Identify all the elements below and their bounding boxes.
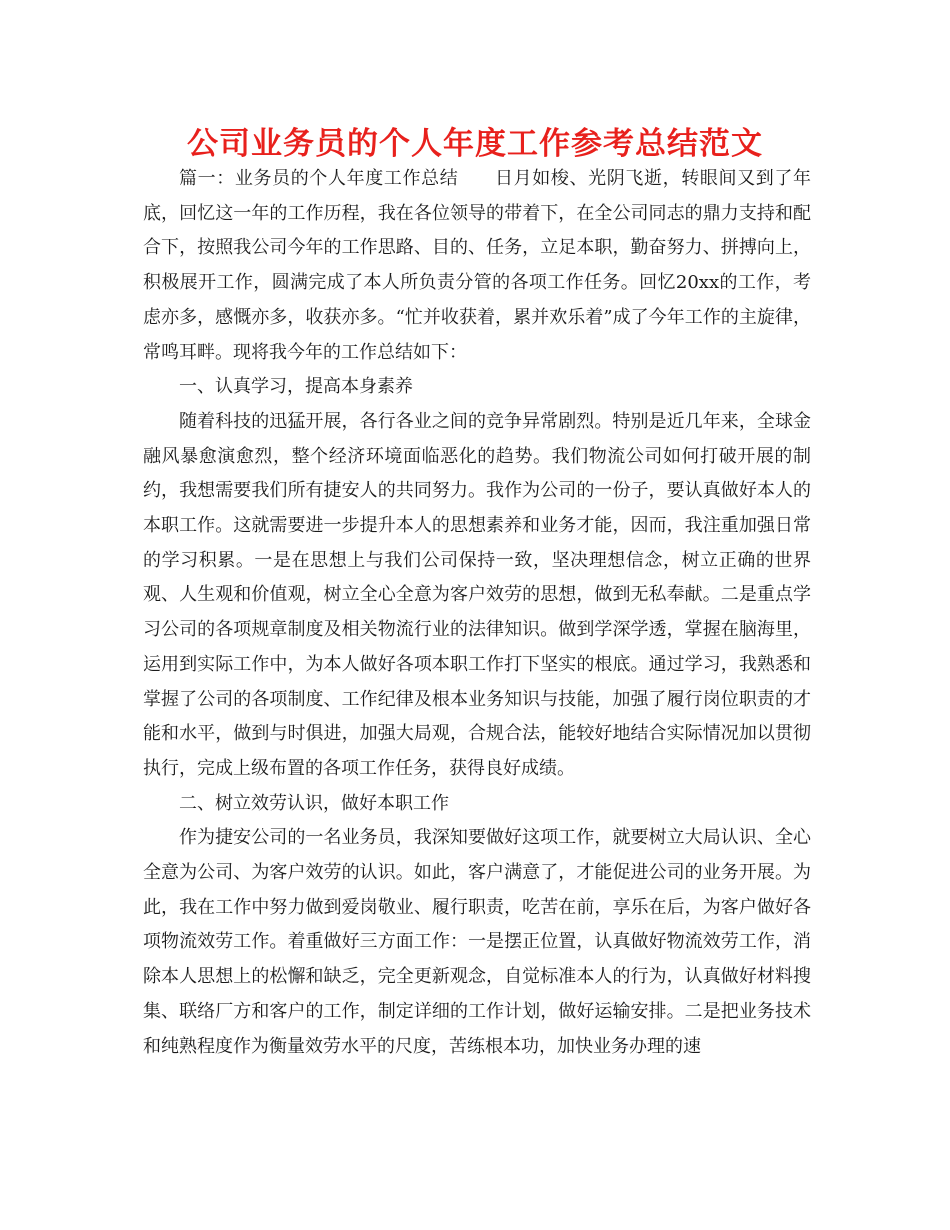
paragraph-intro-text: 日月如梭、光阴飞逝，转眼间又到了年底，回忆这一年的工作历程，我在各位领导的带着下，在全公司同志的鼎力支持和配合下，按照我公司今年的工作思路、目的、任务，立足本职，勤奋努力、拼搏向上，积极展开工作，圆满完成了本人所负责分管的各项工作任务。回忆20xx的工作，考虑亦多，感慨亦多，收获亦多。“忙并收获着，累并欢乐着”成了今年工作的主旋律，常鸣耳畔。现将我今年的工作总结如下： — [143, 168, 811, 363]
document-title: 公司业务员的个人年度工作参考总结范文 — [187, 126, 763, 162]
paragraph-service: 作为捷安公司的一名业务员，我深知要做好这项工作，就要树立大局认识、全心全意为公司、为客户效劳的认识。如此，客户满意了，才能促进公司的业务开展。为此，我在工作中努力做到爱岗敬业、履行职责，吃苦在前，享乐在后，为客户做好各项物流效劳工作。着重做好三方面工作：一是摆正位置，认真做好物流效劳工作，消除本人思想上的松懈和缺乏，完全更新观念，自觉标准本人的行为，认真做好材料搜集、联络厂方和客户的工作，制定详细的工作计划，做好运输安排。二是把业务技术和纯熟程度作为衡量效劳水平的尺度，苦练根本功，加快业务办理的速 — [143, 827, 811, 1057]
section-heading-2: 二、树立效劳认识，做好本职工作 — [179, 792, 449, 814]
section-heading-part-one: 篇一：业务员的个人年度工作总结 — [179, 168, 459, 189]
section-heading-1: 一、认真学习，提高本身素养 — [179, 376, 413, 398]
paragraph-study: 随着科技的迅猛开展，各行各业之间的竞争异常剧烈。特别是近几年来，全球金融风暴愈演愈烈，整个经济环境面临恶化的趋势。我们物流公司如何打破开展的制约，我想需要我们所有捷安人的共同努力。我作为公司的一份子，要认真做好本人的本职工作。这就需要进一步提升本人的思想素养和业务才能，因而，我注重加强日常的学习积累。一是在思想上与我们公司保持一致，坚决理想信念，树立正确的世界观、人生观和价值观，树立全心全意为客户效劳的思想，做到无私奉献。二是重点学习公司的各项规章制度及相关物流行业的法律知识。做到学深学透，掌握在脑海里，运用到实际工作中，为本人做好各项本职工作打下坚实的根底。通过学习，我熟悉和掌握了公司的各项制度、工作纪律及根本业务知识与技能，加强了履行岗位职责的才能和水平，做到与时俱进，加强大局观，合规合法，能较好地结合实际情况加以贯彻执行，完成上级布置的各项工作任务，获得良好成绩。 — [143, 410, 811, 779]
paragraph-intro — [143, 162, 811, 370]
document-body — [143, 162, 811, 1064]
